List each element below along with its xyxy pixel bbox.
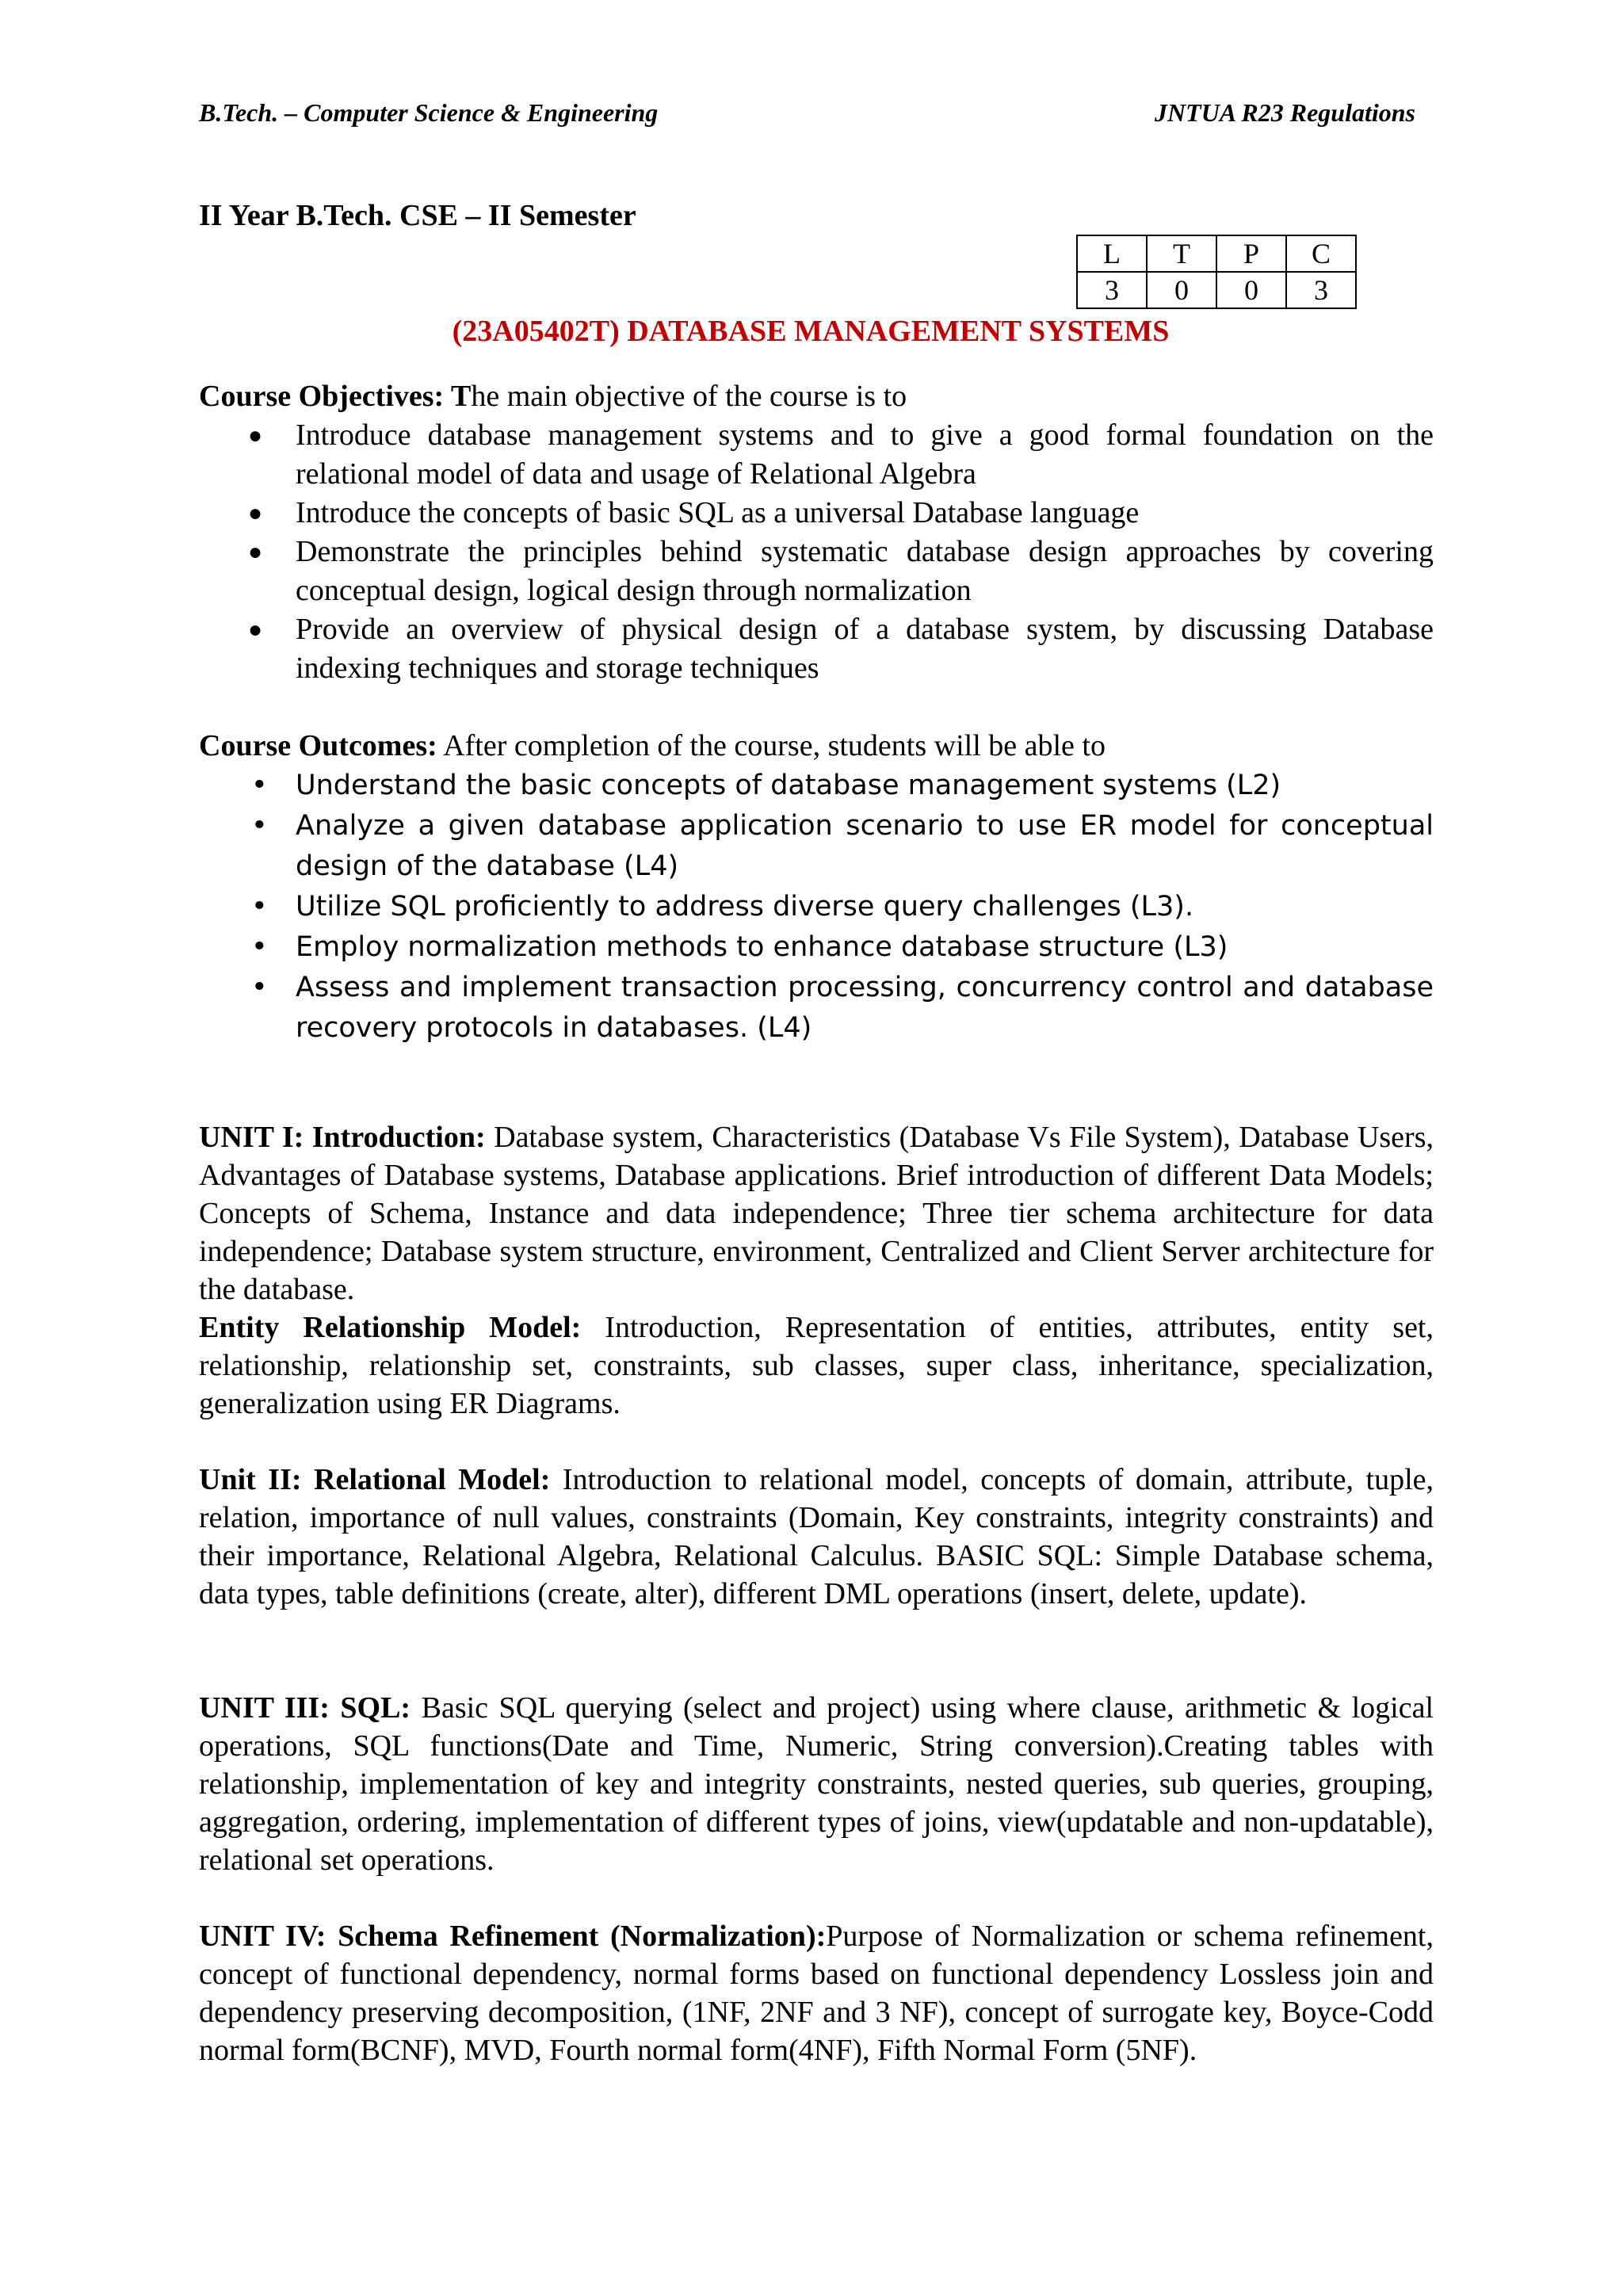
list-item — [199, 494, 1434, 533]
outcomes-heading — [199, 727, 1434, 766]
unit-1-label: UNIT I: Introduction: — [199, 1121, 486, 1154]
list-item — [199, 610, 1434, 688]
unit-3 — [199, 1689, 1434, 1879]
unit-1-text: Database system, Characteristics (Database Vs File System), Database Users, Advantages of Database systems, Database applications. Brief introduction of different Data Models; Concepts of Schema, Instance and data independence; Three tier schema architecture for data independence; Database system structure, environment, Centralized and Client Server architecture for the database. — [199, 1121, 1434, 1306]
unit-2-text: Introduction to relational model, concepts of domain, attribute, tuple, relation, importance of null values, constraints (Domain, Key constraints, integrity constraints) and their importance, Relational Algebra, Relational Calculus. BASIC SQL: Simple Database schema, data types, table definitions (create, alter), different DML operations (insert, delete, update). — [199, 1463, 1434, 1610]
outcome-text: Assess and implement transaction processing, concurrency control and database recovery protocols in databases. (L4) — [296, 972, 1434, 1044]
bullet-icon: • — [251, 972, 268, 1003]
unit-1 — [199, 1118, 1434, 1423]
ltpc-table — [1076, 235, 1357, 309]
objective-text: Introduce database management systems and to give a good formal foundation on the relational model of data and usage of Relational Algebra — [296, 418, 1434, 491]
ltpc-header-t: T — [1147, 235, 1216, 272]
ltpc-header-l: L — [1077, 235, 1147, 272]
objective-text: Introduce the concepts of basic SQL as a universal Database language — [296, 496, 1140, 529]
bullet-icon: • — [251, 891, 268, 923]
unit-2 — [199, 1461, 1434, 1613]
unit-4 — [199, 1917, 1434, 2069]
course-title — [0, 314, 1623, 349]
unit-2-paragraph — [199, 1461, 1434, 1613]
objectives-label: Course Objectives: T — [199, 380, 472, 413]
objective-text: Provide an overview of physical design of a database system, by discussing Database indexing techniques and storage techniques — [296, 613, 1434, 685]
unit-3-text: Basic SQL querying (select and project) using where clause, arithmetic & logical operations, SQL functions(Date and Time, Numeric, String conversion).Creating tables with relationship, implementation of key and integrity constraints, nested queries, sub queries, grouping, aggregation, ordering, implementation of different types of joins, view(updatable and non-updatable), relational set operations. — [199, 1691, 1434, 1877]
bullet-icon: • — [251, 931, 268, 963]
ltpc-header-p: P — [1216, 235, 1286, 272]
unit-1-intro — [199, 1118, 1434, 1308]
course-title-text: (23A05402T) DATABASE MANAGEMENT SYSTEMS — [452, 315, 1170, 348]
course-objectives — [199, 377, 1434, 688]
list-item — [199, 533, 1434, 610]
unit-3-label: UNIT III: SQL: — [199, 1691, 411, 1725]
semester-title: II Year B.Tech. CSE – II Semester — [199, 199, 636, 232]
ltpc-header-row — [1077, 235, 1356, 272]
ltpc-header-c: C — [1286, 235, 1356, 272]
header-regulation: JNTUA R23 Regulations — [1155, 98, 1415, 127]
list-item — [199, 806, 1434, 887]
bullet-icon: ● — [248, 422, 263, 449]
ltpc-value-l: 3 — [1077, 272, 1147, 308]
outcomes-intro: After completion of the course, students will be able to — [437, 729, 1106, 762]
page-header — [199, 98, 1415, 130]
list-item — [199, 766, 1434, 806]
outcome-text: Employ normalization methods to enhance database structure (L3) — [296, 931, 1228, 963]
bullet-icon: ● — [248, 539, 263, 565]
list-item — [199, 968, 1434, 1049]
unit-4-paragraph — [199, 1917, 1434, 2069]
unit-1-er — [199, 1308, 1434, 1423]
objectives-intro: he main objective of the course is to — [471, 380, 907, 413]
ltpc-value-c: 3 — [1286, 272, 1356, 308]
objectives-heading — [199, 377, 1434, 416]
list-item — [199, 416, 1434, 494]
bullet-icon: • — [251, 770, 268, 801]
bullet-icon: ● — [248, 617, 263, 643]
objective-text: Demonstrate the principles behind systematic database design approaches by covering conceptual design, logical design through normalization — [296, 535, 1434, 607]
bullet-icon: ● — [248, 500, 263, 526]
ltpc-value-t: 0 — [1147, 272, 1216, 308]
unit-3-paragraph — [199, 1689, 1434, 1879]
unit-1-er-label: Entity Relationship Model: — [199, 1311, 582, 1344]
course-outcomes — [199, 727, 1434, 1049]
ltpc-value-p: 0 — [1216, 272, 1286, 308]
outcomes-label: Course Outcomes: — [199, 729, 437, 762]
unit-1-er-text: Introduction, Representation of entities, attributes, entity set, relationship, relationship set, constraints, sub classes, super class, inheritance, specialization, generalization using ER Diagrams. — [199, 1311, 1434, 1420]
outcome-text: Utilize SQL proficiently to address diverse query challenges (L3). — [296, 891, 1194, 923]
outcomes-list — [199, 766, 1434, 1049]
list-item — [199, 887, 1434, 927]
unit-4-label: UNIT IV: Schema Refinement (Normalization): — [199, 1920, 827, 1953]
unit-4-text: Purpose of Normalization or schema refinement, concept of functional dependency, normal forms based on functional dependency Lossless join and dependency preserving decomposition, (1NF, 2NF and 3 NF), concept of surrogate key, Boyce-Codd normal form(BCNF), MVD, Fourth normal form(4NF), Fifth Normal Form (5NF). — [199, 1920, 1434, 2067]
objectives-list — [199, 416, 1434, 688]
outcome-text: Understand the basic concepts of database management systems (L2) — [296, 770, 1281, 801]
bullet-icon: • — [251, 810, 268, 842]
header-program: B.Tech. – Computer Science & Engineering — [199, 98, 659, 127]
unit-2-label: Unit II: Relational Model: — [199, 1463, 551, 1496]
list-item — [199, 927, 1434, 968]
outcome-text: Analyze a given database application scenario to use ER model for conceptual design of the database (L4) — [296, 810, 1434, 882]
ltpc-value-row — [1077, 272, 1356, 308]
